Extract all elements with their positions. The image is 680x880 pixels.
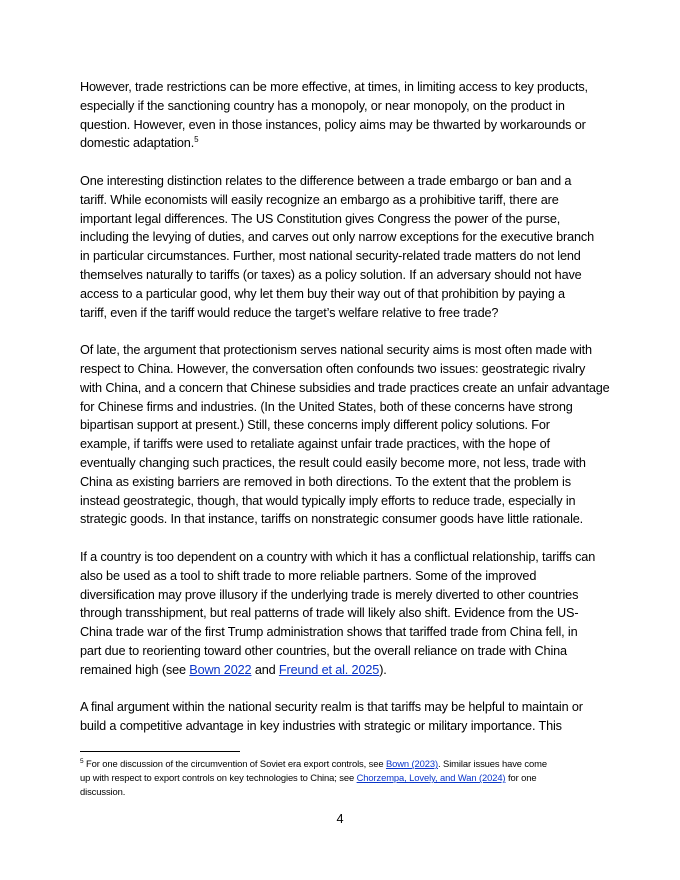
paragraph-3 <box>80 341 608 529</box>
citation-link-freund-2025[interactable]: Freund et al. 2025 <box>278 662 380 677</box>
text-line: also be used as a tool to shift trade to more reliable partners. Some of the improved <box>80 568 537 583</box>
text-line: build a competitive advantage in key industries with strategic or military importance. This <box>80 719 562 734</box>
citation-link-bown-2023[interactable]: Bown (2023) <box>385 758 439 769</box>
text-line: through transshipment, but real patterns of trade will likely also shift. Evidence from the US- <box>80 606 579 621</box>
text-line: eventually changing such practices, the result could easily become more, not less, trade with <box>80 455 586 470</box>
text-fragment: remained high (see <box>80 662 190 677</box>
text-line: Of late, the argument that protectionism serves national security aims is most often made with <box>80 343 592 358</box>
text-fragment: For one discussion of the circumvention of Soviet era export controls, see <box>83 758 386 769</box>
text-fragment: ). <box>379 662 387 677</box>
text-line-content: domestic adaptation. <box>80 136 195 151</box>
text-line: part due to reorienting toward other countries, but the overall reliance on trade with China <box>80 643 567 658</box>
citation-link-bown-2022[interactable]: Bown 2022 <box>189 662 252 677</box>
text-line: If a country is too dependent on a country with which it has a conflictual relationship, tariffs can <box>80 549 596 564</box>
footnote-5 <box>80 757 610 800</box>
text-line: with China, and a concern that Chinese subsidies and trade practices create an unfair advantage <box>80 380 610 395</box>
text-fragment: up with respect to export controls on key technologies to China; see <box>80 772 357 784</box>
text-line: example, if tariffs were used to retaliate against unfair trade practices, with the hope of <box>80 437 550 452</box>
text-fragment: for one <box>505 772 537 784</box>
paragraph-2 <box>80 172 608 322</box>
footnote-line <box>80 771 610 785</box>
text-line: One interesting distinction relates to the difference between a trade embargo or ban and a <box>80 173 572 188</box>
text-line: question. However, even in those instances, policy aims may be thwarted by workarounds or <box>80 117 586 132</box>
text-line: A final argument within the national security realm is that tariffs may be helpful to maintain or <box>80 700 583 715</box>
text-line: access to a particular good, why let them buy their way out of that prohibition by paying a <box>80 286 565 301</box>
text-line: instead geostrategic, though, that would typically imply efforts to reduce trade, especially in <box>80 493 576 508</box>
text-fragment: and <box>251 662 279 677</box>
text-line: including the levying of duties, and carves out only narrow exceptions for the executive branch <box>80 230 594 245</box>
text-line <box>80 661 608 680</box>
text-line <box>80 134 608 153</box>
page-number: 4 <box>336 812 344 826</box>
text-line: important legal differences. The US Constitution gives Congress the power of the purse, <box>80 211 561 226</box>
footnote-line <box>80 757 610 771</box>
paragraph-4 <box>80 548 608 680</box>
text-line: in particular circumstances. Further, most national security-related trade matters do not lend <box>80 249 581 264</box>
footnote-line: discussion. <box>80 786 126 798</box>
text-line: themselves naturally to tariffs (or taxes) as a policy solution. If an adversary should not have <box>80 267 582 282</box>
paragraph-5 <box>80 698 608 736</box>
footnote-number: 5 <box>80 757 84 765</box>
text-line: for Chinese firms and industries. (In the United States, both of these concerns have strong <box>80 399 573 414</box>
text-line: China as existing barriers are removed in both directions. To the extent that the problem is <box>80 474 571 489</box>
text-line: respect to China. However, the conversation often confounds two issues: geostrategic rivalry <box>80 361 586 376</box>
text-line: China trade war of the first Trump administration shows that tariffed trade from China fell, in <box>80 625 578 640</box>
text-line: tariff, even if the tariff would reduce the target’s welfare relative to free trade? <box>80 305 499 320</box>
text-line: tariff. While economists will easily recognize an embargo as a prohibitive tariff, there are <box>80 192 559 207</box>
citation-link-chorzempa-2024[interactable]: Chorzempa, Lovely, and Wan (2024) <box>356 772 506 784</box>
footnote-separator <box>80 751 240 752</box>
text-line: especially if the sanctioning country has a monopoly, or near monopoly, on the product in <box>80 98 565 113</box>
footnote-reference[interactable]: 5 <box>194 135 199 145</box>
text-line: However, trade restrictions can be more effective, at times, in limiting access to key products, <box>80 80 588 94</box>
text-line: bipartisan support at present.) Still, these concerns imply different policy solutions. For <box>80 418 550 433</box>
paragraph-1 <box>80 78 608 153</box>
text-line: strategic goods. In that instance, tariffs on nonstrategic consumer goods have little rationale. <box>80 512 584 527</box>
text-line: diversification may prove illusory if the underlying trade is merely diverted to other countries <box>80 587 579 602</box>
body-text <box>80 78 608 755</box>
text-fragment: . Similar issues have come <box>438 758 547 769</box>
